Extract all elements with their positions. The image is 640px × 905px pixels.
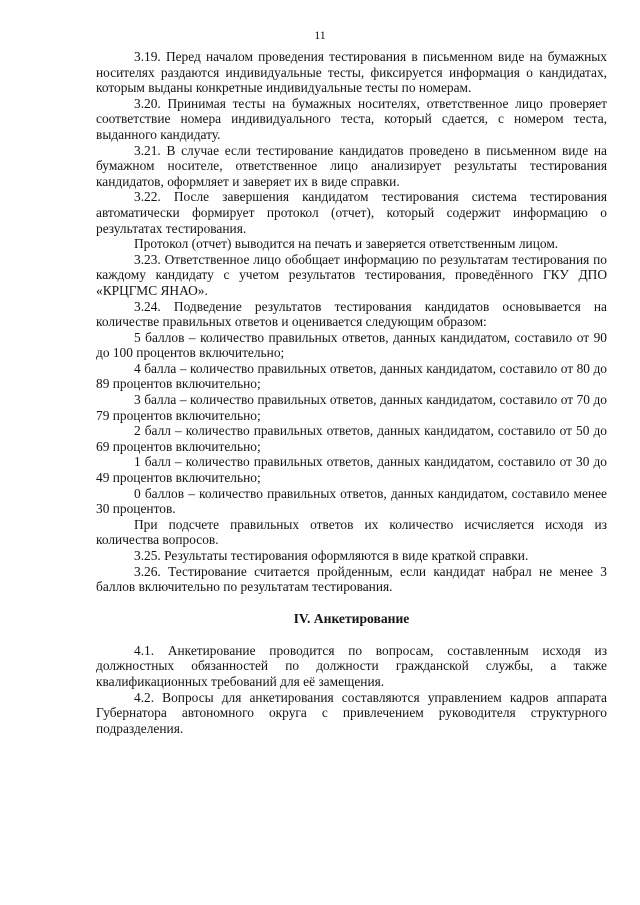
paragraph-3-24: 3.24. Подведение результатов тестирования кандидатов основывается на количестве правильных ответов и оценивается следующим образом: (96, 298, 607, 330)
paragraph-counting: При подсчете правильных ответов их количество исчисляется исходя из количества вопросов. (96, 516, 607, 548)
paragraph-3-19: 3.19. Перед началом проведения тестирования в письменном виде на бумажных носителях раздаются индивидуальные тесты, фиксируется информация о кандидатах, которым выданы конкретные индивидуальные тесты по номерам. (96, 49, 607, 96)
paragraph-3-26: 3.26. Тестирование считается пройденным, если кандидат набрал не менее 3 баллов включительно по результатам тестирования. (96, 563, 607, 595)
paragraph-3-23: 3.23. Ответственное лицо обобщает информацию по результатам тестирования по каждому кандидату с учетом результатов тестирования, проведённого ГКУ ДПО «КРЦГМС ЯНАО». (96, 251, 607, 298)
paragraph-4-2: 4.2. Вопросы для анкетирования составляются управлением кадров аппарата Губернатора автономного округа с привлечением руководителя структурного подразделения. (96, 689, 607, 736)
score-item-5: 5 баллов – количество правильных ответов, данных кандидатом, составило от 90 до 100 процентов включительно; (96, 329, 607, 361)
paragraph-3-25: 3.25. Результаты тестирования оформляются в виде краткой справки. (134, 548, 529, 563)
page-number: 11 (314, 28, 326, 42)
score-item-2: 2 балл – количество правильных ответов, данных кандидатом, составило от 50 до 69 процентов включительно; (96, 423, 607, 454)
score-item-1: 1 балл – количество правильных ответов, данных кандидатом, составило от 30 до 49 процентов включительно; (96, 454, 607, 486)
score-item-4: 4 балла – количество правильных ответов, данных кандидатом, составило от 80 до 89 процентов включительно; (96, 360, 607, 392)
score-item-3: 3 балла – количество правильных ответов, данных кандидатом, составило от 70 до 79 процентов включительно; (96, 392, 607, 423)
paragraph-3-20: 3.20. Принимая тесты на бумажных носителях, ответственное лицо проверяет соответствие номера индивидуального теста, который сдается, с номером теста, выданного кандидату. (96, 95, 607, 142)
section-heading: IV. Анкетирование (293, 610, 410, 626)
document-body (96, 49, 607, 736)
paragraph-4-1: 4.1. Анкетирование проводится по вопросам, составленным исходя из должностных обязанностей по должности гражданской службы, а также квалификационных требований для её замещения. (96, 642, 607, 689)
paragraph-3-21: 3.21. В случае если тестирование кандидатов проведено в письменном виде на бумажном носителе, ответственное лицо анализирует результаты тестирования кандидатов, оформляет и заверяет их в виде справки. (96, 142, 607, 189)
score-item-0: 0 баллов – количество правильных ответов, данных кандидатом, составило менее 30 процентов. (96, 485, 607, 517)
paragraph-protocol: Протокол (отчет) выводится на печать и заверяется ответственным лицом. (134, 236, 559, 252)
paragraph-3-22: 3.22. После завершения кандидатом тестирования система тестирования автоматически формирует протокол (отчет), который содержит информацию о результатах тестирования. (96, 189, 607, 236)
